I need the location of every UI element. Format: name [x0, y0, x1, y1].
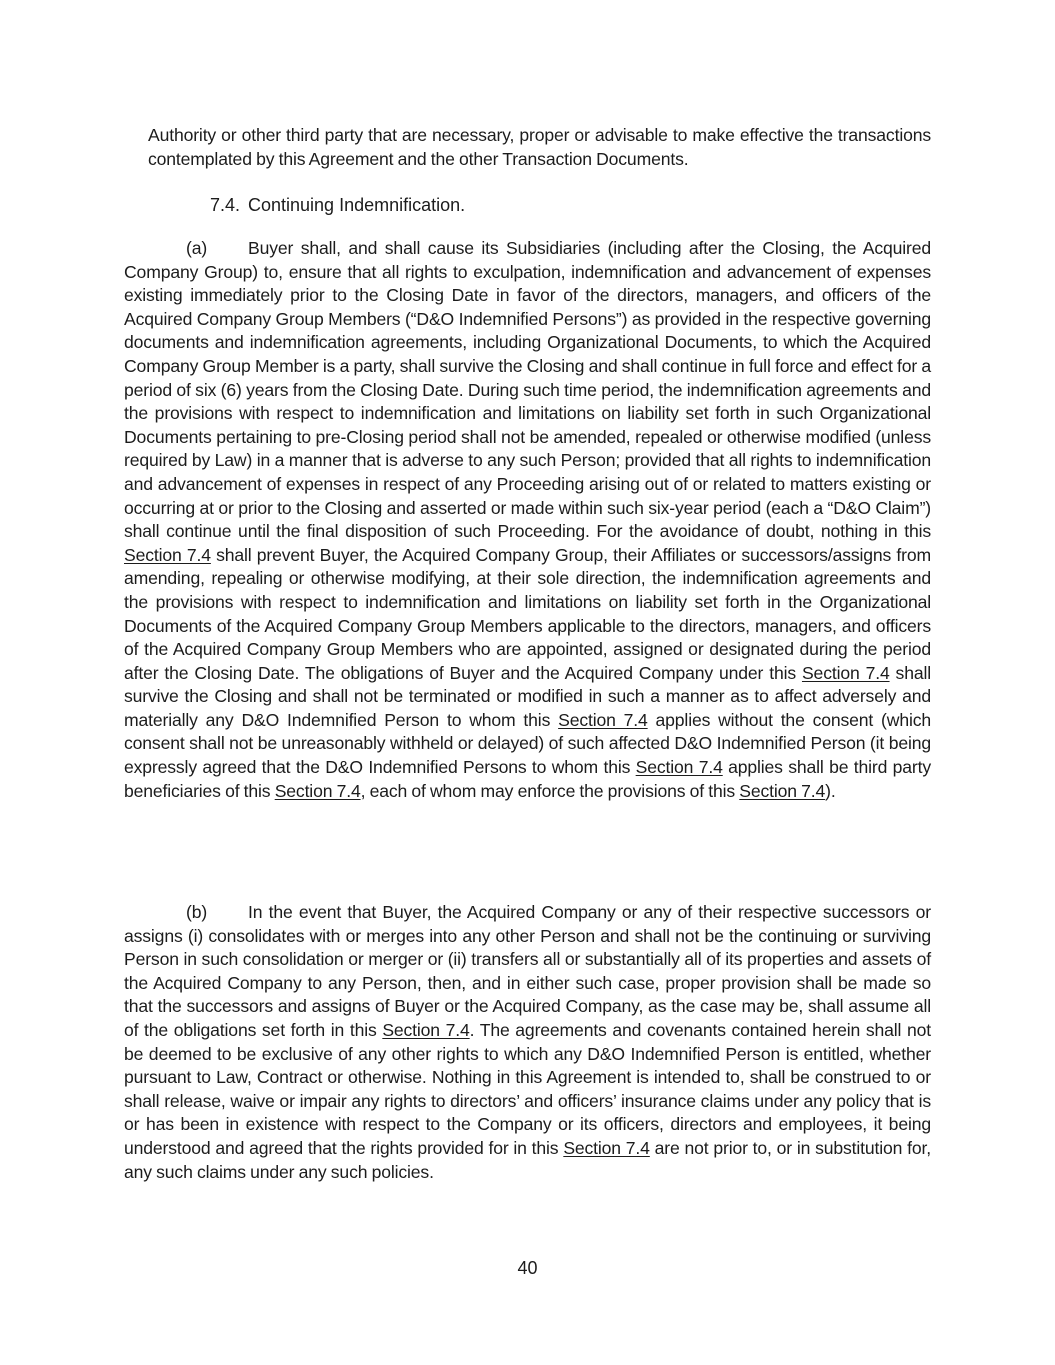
- section-heading: [210, 193, 465, 217]
- section-number: 7.4.: [210, 195, 241, 215]
- section-title: Continuing Indemnification.: [248, 195, 466, 215]
- paragraph-a-text: , each of whom may enforce the provisions of this: [360, 780, 740, 801]
- paragraph-a-text: applies without the consent (which consent shall not be unreasonably withheld or delayed) of such affected D&O Indemnified Person (it being expressly agreed that the D&O Indemnified Persons to whom this: [124, 709, 931, 778]
- paragraph-a-text: ).: [825, 780, 836, 801]
- paragraph-b-text: . The agreements and covenants contained herein shall not be deemed to be exclusive of any other rights to which any D&O Indemnified Person is entitled, whether pursuant to Law, Contract or otherwise. Nothing in this Agreement is intended to, shall be construed to or shall release, waive or impair any rights to directors’ and officers’ insurance claims under any policy that is or has been in existence with respect to the Company or its officers, directors and employees, it being understood and agreed that the rights provided for in this: [124, 1019, 931, 1158]
- page-number: 40: [517, 1258, 538, 1278]
- paragraph-label-b: (b): [186, 902, 208, 922]
- paragraph-a-text: Buyer shall, and shall cause its Subsidiaries (including after the Closing, the Acquired Company Group) to, ensure that all rights to exculpation, indemnification and advancement of expenses existing immediately prior to the Closing Date in favor of the directors, managers, and officers of the Acquired Company Group Members (“D&O Indemnified Persons”) as provided in the respective governing documents and indemnification agreements, including Organizational Documents, to which the Acquired Company Group Member is a party, shall survive the Closing and shall continue in full force and effect for a period of six (6) years from the Closing Date. During such time period, the indemnification agreements and the provisions with respect to indemnification and limitations on liability set forth in such Organizational Documents pertaining to pre-Closing period shall not be amended, repealed or otherwise modified (unless required by Law) in a manner that is adverse to any such Person; provided that all rights to indemnification and advancement of expenses in respect of any Proceeding arising out of or related to matters existing or occurring at or prior to the Closing and asserted or made within such six-year period (each a “D&O Claim”) shall continue until the final disposition of such Proceeding. For the avoidance of doubt, nothing in this: [124, 238, 931, 542]
- paragraph-b-text: are not prior to, or in substitution for, any such claims under any such policies.: [124, 1137, 931, 1182]
- section-reference-link[interactable]: Section 7.4: [739, 780, 826, 801]
- section-reference-link[interactable]: Section 7.4: [558, 709, 648, 730]
- section-reference-link[interactable]: Section 7.4: [124, 544, 211, 565]
- paragraph-a: [124, 237, 931, 803]
- paragraph-a-text: applies shall be third party beneficiaries of this: [124, 757, 932, 801]
- section-reference-link[interactable]: Section 7.4: [801, 662, 890, 683]
- paragraph-b: [124, 901, 931, 1184]
- section-reference-link[interactable]: Section 7.4: [274, 780, 361, 801]
- section-reference-link[interactable]: Section 7.4: [635, 757, 723, 778]
- paragraph-a-text: shall survive the Closing and shall not be terminated or modified in such a manner as to affect adversely and materially any D&O Indemnified Person to whom this: [124, 662, 931, 730]
- section-reference-link[interactable]: Section 7.4: [563, 1137, 650, 1158]
- paragraph-a-text: shall prevent Buyer, the Acquired Company Group, their Affiliates or successors/assigns from amending, repealing or otherwise modifying, at their sole direction, the indemnification agreements and the provisions with respect to indemnification and limitations on liability set forth in the Organizational Documents of the Acquired Company Group Members applicable to the directors, managers, and officers of the Acquired Company Group Members who are appointed, assigned or designated during the period after the Closing Date. The obligations of Buyer and the Acquired Company under this: [124, 544, 931, 683]
- continuation-paragraph: Authority or other third party that are necessary, proper or advisable to make effective the transactions contemplated by this Agreement and the other Transaction Documents.: [148, 125, 931, 169]
- paragraph-b-text: In the event that Buyer, the Acquired Company or any of their respective successors or assigns (i) consolidates with or merges into any other Person and shall not be the continuing or surviving Person in such consolidation or merger or (ii) transfers all or substantially all of its properties and assets of the Acquired Company to any Person, then, and in either such case, proper provision shall be made so that the successors and assigns of Buyer or the Acquired Company, as the case may be, shall assume all of the obligations set forth in this: [124, 902, 931, 1040]
- paragraph-label-a: (a): [186, 238, 208, 258]
- section-reference-link[interactable]: Section 7.4: [382, 1019, 470, 1040]
